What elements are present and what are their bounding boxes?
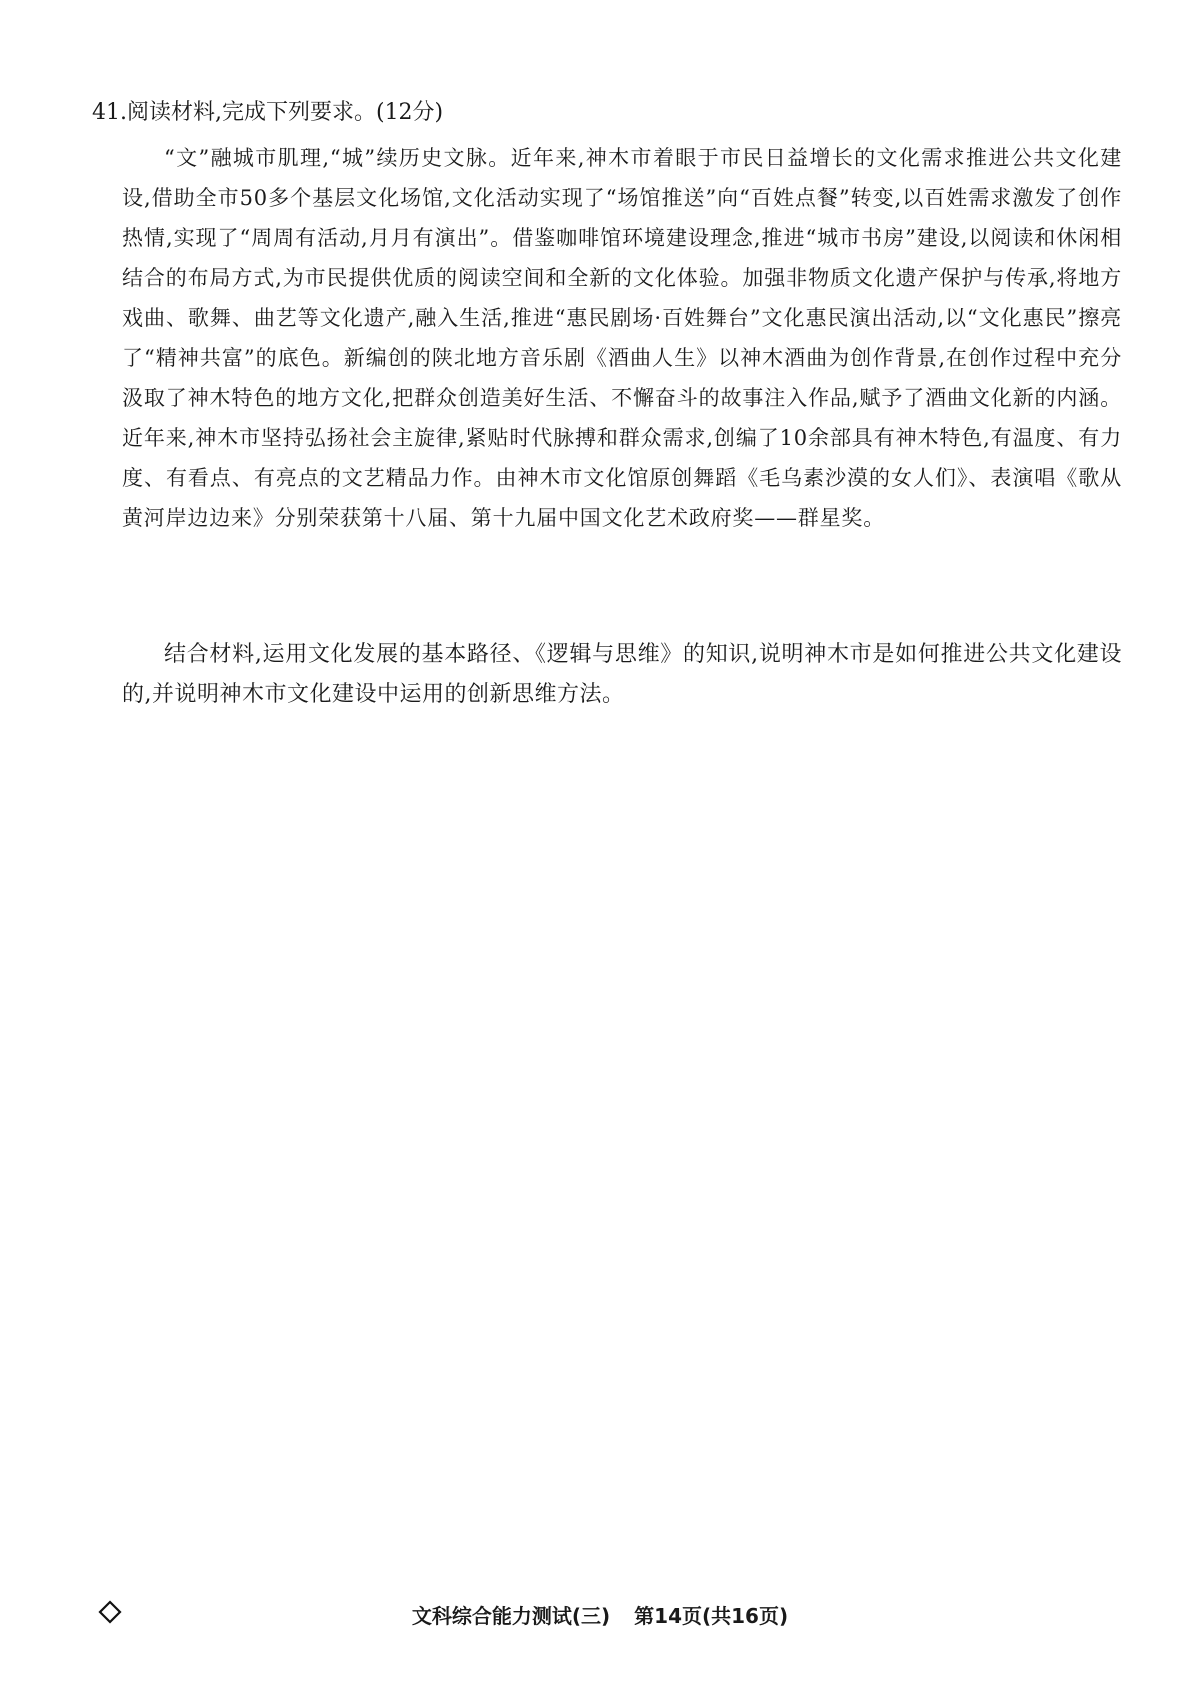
exam-title: 文科综合能力测试(三) bbox=[411, 1604, 611, 1628]
question-header: 41.阅读材料,完成下列要求。(12分) bbox=[92, 100, 444, 125]
reading-material: “文”融城市肌理,“城”续历史文脉。近年来,神木市着眼于市民日益增长的文化需求推进公共文化建设,借助全市50多个基层文化场馆,文化活动实现了“场馆推送”向“百姓点餐”转变,以百姓需求激发了创作热情,实现了“周周有活动,月月有演出”。借鉴咖啡馆环境建设理念,推进“城市书房”建设,以阅读和休闲相结合的布局方式,为市民提供优质的阅读空间和全新的文化体验。加强非物质文化遗产保护与传承,将地方戏曲、歌舞、曲艺等文化遗产,融入生活,推进“惠民剧场·百姓舞台”文化惠民演出活动,以“文化惠民”擦亮了“精神共富”的底色。新编创的陕北地方音乐剧《酒曲人生》以神木酒曲为创作背景,在创作过程中充分汲取了神木特色的地方文化,把群众创造美好生活、不懈奋斗的故事注入作品,赋予了酒曲文化新的内涵。近年来,神木市坚持弘扬社会主旋律,紧贴时代脉搏和群众需求,创编了10余部具有神木特色,有温度、有力度、有看点、有亮点的文艺精品力作。由神木市文化馆原创舞蹈《毛乌素沙漠的女人们》、表演唱《歌从黄河岸边边来》分别荣获第十八届、第十九届中国文化艺术政府奖——群星奖。 bbox=[122, 146, 1122, 530]
page-number: 第14页(共16页) bbox=[634, 1604, 789, 1628]
page-footer bbox=[0, 1602, 1200, 1630]
question-task: 结合材料,运用文化发展的基本路径、《逻辑与思维》的知识,说明神木市是如何推进公共文化建设的,并说明神木市文化建设中运用的创新思维方法。 bbox=[122, 642, 1122, 707]
